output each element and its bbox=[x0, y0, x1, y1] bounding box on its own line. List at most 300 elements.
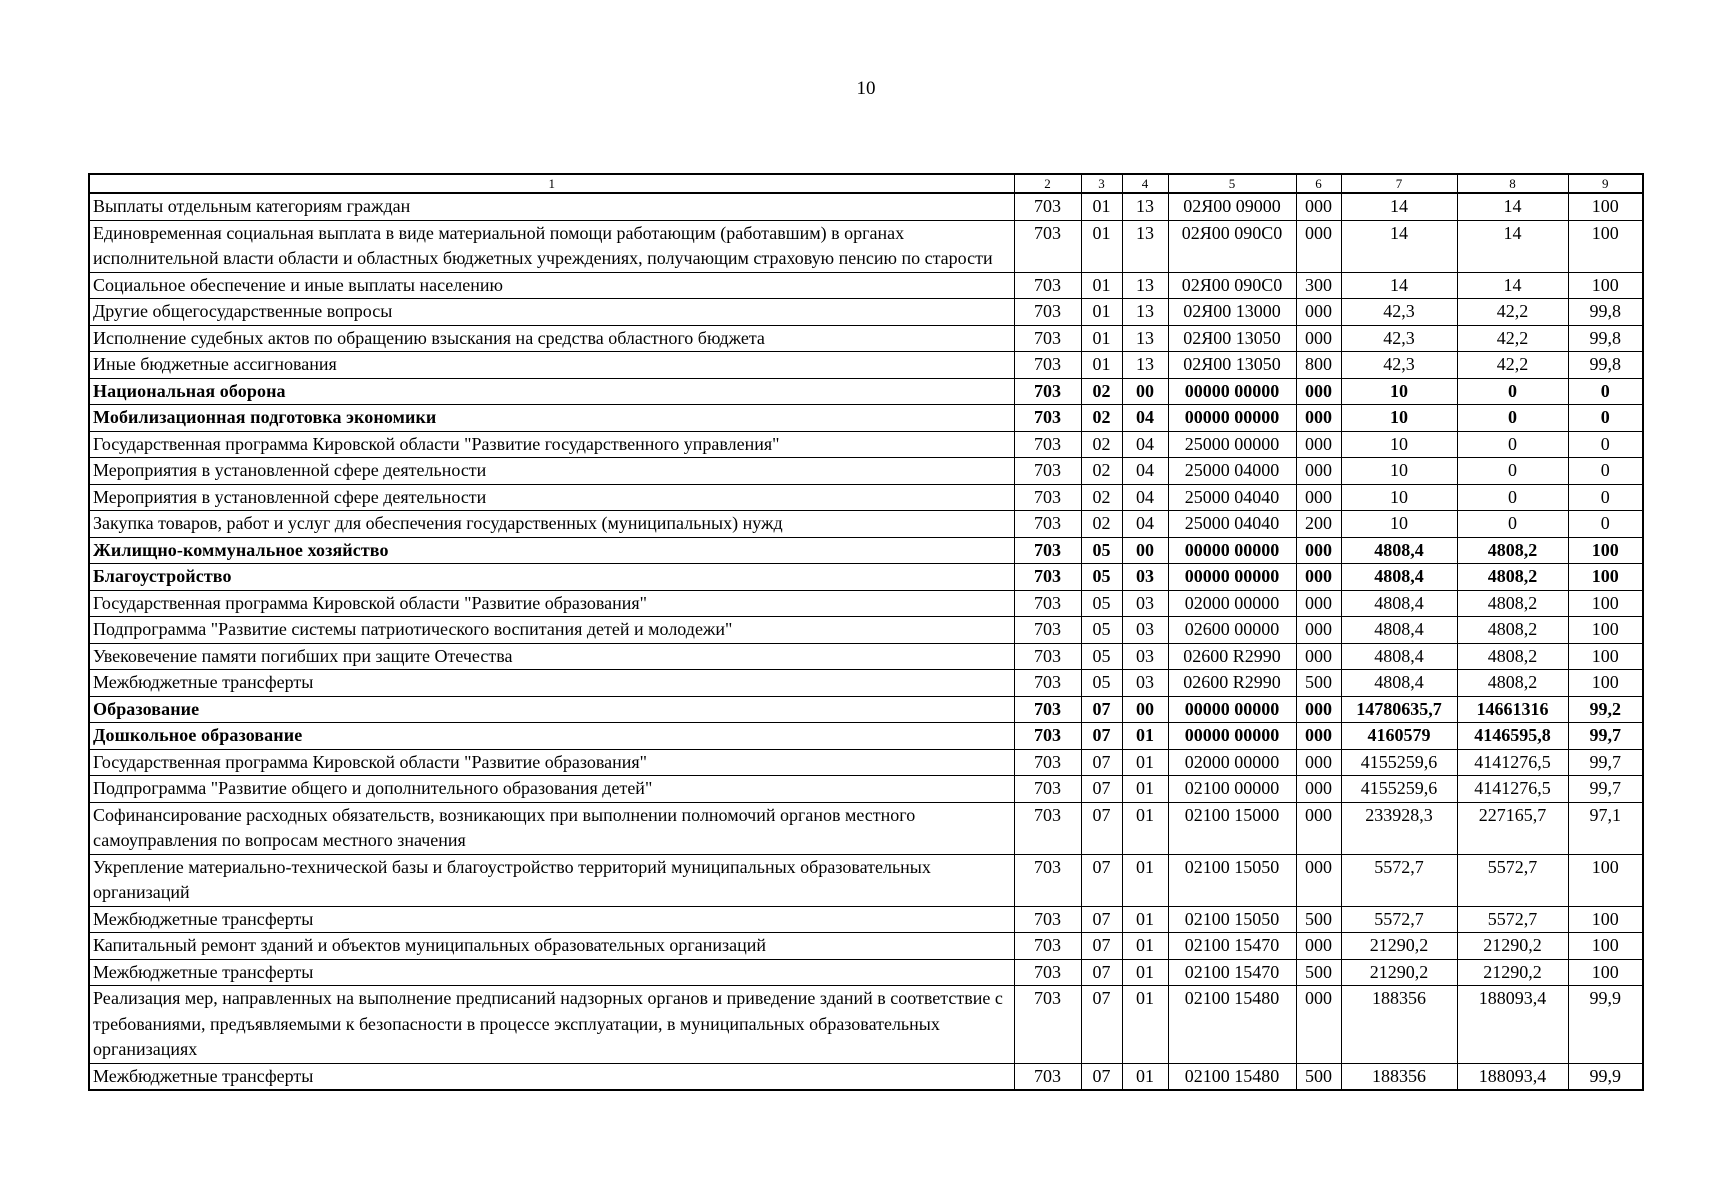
expense-type-code-cell: 000 bbox=[1296, 458, 1341, 485]
expense-name-cell: Выплаты отдельным категориям граждан bbox=[89, 193, 1014, 220]
subsection-code-cell: 03 bbox=[1122, 643, 1168, 670]
expense-type-code-cell: 500 bbox=[1296, 1063, 1341, 1090]
executed-amount-cell: 42,2 bbox=[1457, 299, 1568, 326]
ministry-code-cell: 703 bbox=[1014, 670, 1081, 697]
target-article-code-cell: 02000 00000 bbox=[1168, 590, 1296, 617]
planned-amount-cell: 4808,4 bbox=[1341, 537, 1457, 564]
column-header: 3 bbox=[1081, 174, 1122, 193]
expense-name-cell: Мероприятия в установленной сфере деятельности bbox=[89, 484, 1014, 511]
planned-amount-cell: 14 bbox=[1341, 193, 1457, 220]
planned-amount-cell: 21290,2 bbox=[1341, 959, 1457, 986]
table-header-row bbox=[89, 174, 1643, 193]
expense-name-cell: Межбюджетные трансферты bbox=[89, 906, 1014, 933]
expense-name-cell: Национальная оборона bbox=[89, 378, 1014, 405]
planned-amount-cell: 4160579 bbox=[1341, 723, 1457, 750]
budget-table bbox=[88, 173, 1644, 1091]
subsection-code-cell: 13 bbox=[1122, 272, 1168, 299]
planned-amount-cell: 42,3 bbox=[1341, 299, 1457, 326]
ministry-code-cell: 703 bbox=[1014, 986, 1081, 1064]
subsection-code-cell: 13 bbox=[1122, 325, 1168, 352]
subsection-code-cell: 04 bbox=[1122, 431, 1168, 458]
section-code-cell: 05 bbox=[1081, 617, 1122, 644]
executed-amount-cell: 5572,7 bbox=[1457, 906, 1568, 933]
expense-type-code-cell: 800 bbox=[1296, 352, 1341, 379]
ministry-code-cell: 703 bbox=[1014, 352, 1081, 379]
planned-amount-cell: 14 bbox=[1341, 220, 1457, 272]
target-article-code-cell: 25000 00000 bbox=[1168, 431, 1296, 458]
expense-type-code-cell: 300 bbox=[1296, 272, 1341, 299]
planned-amount-cell: 4155259,6 bbox=[1341, 776, 1457, 803]
expense-type-code-cell: 000 bbox=[1296, 986, 1341, 1064]
expense-name-cell: Подпрограмма "Развитие системы патриотического воспитания детей и молодежи" bbox=[89, 617, 1014, 644]
subsection-code-cell: 01 bbox=[1122, 749, 1168, 776]
section-code-cell: 01 bbox=[1081, 325, 1122, 352]
expense-type-code-cell: 000 bbox=[1296, 776, 1341, 803]
executed-amount-cell: 5572,7 bbox=[1457, 854, 1568, 906]
executed-amount-cell: 0 bbox=[1457, 458, 1568, 485]
execution-percent-cell: 100 bbox=[1568, 590, 1643, 617]
table-row bbox=[89, 854, 1643, 906]
executed-amount-cell: 4141276,5 bbox=[1457, 749, 1568, 776]
section-code-cell: 01 bbox=[1081, 299, 1122, 326]
planned-amount-cell: 5572,7 bbox=[1341, 906, 1457, 933]
ministry-code-cell: 703 bbox=[1014, 193, 1081, 220]
section-code-cell: 02 bbox=[1081, 458, 1122, 485]
expense-name-cell: Межбюджетные трансферты bbox=[89, 1063, 1014, 1090]
table-row bbox=[89, 749, 1643, 776]
target-article-code-cell: 02100 00000 bbox=[1168, 776, 1296, 803]
section-code-cell: 02 bbox=[1081, 405, 1122, 432]
expense-name-cell: Социальное обеспечение и иные выплаты населению bbox=[89, 272, 1014, 299]
target-article-code-cell: 02100 15480 bbox=[1168, 986, 1296, 1064]
execution-percent-cell: 100 bbox=[1568, 906, 1643, 933]
execution-percent-cell: 0 bbox=[1568, 378, 1643, 405]
executed-amount-cell: 21290,2 bbox=[1457, 959, 1568, 986]
section-code-cell: 05 bbox=[1081, 643, 1122, 670]
target-article-code-cell: 02100 15050 bbox=[1168, 906, 1296, 933]
section-code-cell: 07 bbox=[1081, 776, 1122, 803]
table-row bbox=[89, 906, 1643, 933]
table-row bbox=[89, 511, 1643, 538]
section-code-cell: 01 bbox=[1081, 272, 1122, 299]
expense-name-cell: Государственная программа Кировской области "Развитие образования" bbox=[89, 590, 1014, 617]
ministry-code-cell: 703 bbox=[1014, 299, 1081, 326]
section-code-cell: 05 bbox=[1081, 670, 1122, 697]
ministry-code-cell: 703 bbox=[1014, 906, 1081, 933]
ministry-code-cell: 703 bbox=[1014, 405, 1081, 432]
executed-amount-cell: 4808,2 bbox=[1457, 643, 1568, 670]
target-article-code-cell: 00000 00000 bbox=[1168, 537, 1296, 564]
column-header: 6 bbox=[1296, 174, 1341, 193]
executed-amount-cell: 4808,2 bbox=[1457, 617, 1568, 644]
ministry-code-cell: 703 bbox=[1014, 590, 1081, 617]
executed-amount-cell: 42,2 bbox=[1457, 325, 1568, 352]
target-article-code-cell: 02Я00 13050 bbox=[1168, 352, 1296, 379]
planned-amount-cell: 188356 bbox=[1341, 986, 1457, 1064]
ministry-code-cell: 703 bbox=[1014, 1063, 1081, 1090]
executed-amount-cell: 227165,7 bbox=[1457, 802, 1568, 854]
planned-amount-cell: 14780635,7 bbox=[1341, 696, 1457, 723]
expense-name-cell: Дошкольное образование bbox=[89, 723, 1014, 750]
expense-name-cell: Другие общегосударственные вопросы bbox=[89, 299, 1014, 326]
section-code-cell: 01 bbox=[1081, 193, 1122, 220]
executed-amount-cell: 0 bbox=[1457, 431, 1568, 458]
table-row bbox=[89, 484, 1643, 511]
ministry-code-cell: 703 bbox=[1014, 431, 1081, 458]
target-article-code-cell: 02Я00 13050 bbox=[1168, 325, 1296, 352]
ministry-code-cell: 703 bbox=[1014, 564, 1081, 591]
executed-amount-cell: 4146595,8 bbox=[1457, 723, 1568, 750]
subsection-code-cell: 01 bbox=[1122, 906, 1168, 933]
target-article-code-cell: 02100 15480 bbox=[1168, 1063, 1296, 1090]
ministry-code-cell: 703 bbox=[1014, 643, 1081, 670]
execution-percent-cell: 100 bbox=[1568, 272, 1643, 299]
expense-type-code-cell: 000 bbox=[1296, 431, 1341, 458]
column-header: 5 bbox=[1168, 174, 1296, 193]
table-row bbox=[89, 458, 1643, 485]
expense-type-code-cell: 000 bbox=[1296, 405, 1341, 432]
subsection-code-cell: 13 bbox=[1122, 299, 1168, 326]
section-code-cell: 05 bbox=[1081, 564, 1122, 591]
planned-amount-cell: 188356 bbox=[1341, 1063, 1457, 1090]
planned-amount-cell: 5572,7 bbox=[1341, 854, 1457, 906]
section-code-cell: 02 bbox=[1081, 378, 1122, 405]
table-row bbox=[89, 643, 1643, 670]
planned-amount-cell: 10 bbox=[1341, 378, 1457, 405]
planned-amount-cell: 4808,4 bbox=[1341, 564, 1457, 591]
subsection-code-cell: 03 bbox=[1122, 670, 1168, 697]
planned-amount-cell: 14 bbox=[1341, 272, 1457, 299]
planned-amount-cell: 10 bbox=[1341, 431, 1457, 458]
section-code-cell: 01 bbox=[1081, 352, 1122, 379]
section-code-cell: 05 bbox=[1081, 590, 1122, 617]
expense-name-cell: Государственная программа Кировской области "Развитие государственного управления" bbox=[89, 431, 1014, 458]
executed-amount-cell: 42,2 bbox=[1457, 352, 1568, 379]
expense-type-code-cell: 000 bbox=[1296, 933, 1341, 960]
table-row bbox=[89, 299, 1643, 326]
executed-amount-cell: 14 bbox=[1457, 193, 1568, 220]
expense-type-code-cell: 000 bbox=[1296, 537, 1341, 564]
ministry-code-cell: 703 bbox=[1014, 959, 1081, 986]
table-row bbox=[89, 378, 1643, 405]
ministry-code-cell: 703 bbox=[1014, 802, 1081, 854]
executed-amount-cell: 21290,2 bbox=[1457, 933, 1568, 960]
target-article-code-cell: 02600 R2990 bbox=[1168, 670, 1296, 697]
subsection-code-cell: 13 bbox=[1122, 220, 1168, 272]
planned-amount-cell: 4808,4 bbox=[1341, 643, 1457, 670]
execution-percent-cell: 99,7 bbox=[1568, 749, 1643, 776]
section-code-cell: 07 bbox=[1081, 933, 1122, 960]
expense-type-code-cell: 500 bbox=[1296, 959, 1341, 986]
target-article-code-cell: 02100 15000 bbox=[1168, 802, 1296, 854]
ministry-code-cell: 703 bbox=[1014, 749, 1081, 776]
expense-name-cell: Исполнение судебных актов по обращению взыскания на средства областного бюджета bbox=[89, 325, 1014, 352]
executed-amount-cell: 188093,4 bbox=[1457, 1063, 1568, 1090]
target-article-code-cell: 00000 00000 bbox=[1168, 723, 1296, 750]
execution-percent-cell: 100 bbox=[1568, 193, 1643, 220]
section-code-cell: 02 bbox=[1081, 511, 1122, 538]
subsection-code-cell: 01 bbox=[1122, 959, 1168, 986]
expense-name-cell: Благоустройство bbox=[89, 564, 1014, 591]
page-number: 10 bbox=[856, 78, 876, 99]
column-header: 1 bbox=[89, 174, 1014, 193]
subsection-code-cell: 01 bbox=[1122, 854, 1168, 906]
table-row bbox=[89, 431, 1643, 458]
target-article-code-cell: 02000 00000 bbox=[1168, 749, 1296, 776]
execution-percent-cell: 100 bbox=[1568, 670, 1643, 697]
execution-percent-cell: 99,9 bbox=[1568, 1063, 1643, 1090]
execution-percent-cell: 99,9 bbox=[1568, 986, 1643, 1064]
table-row bbox=[89, 193, 1643, 220]
execution-percent-cell: 100 bbox=[1568, 959, 1643, 986]
planned-amount-cell: 10 bbox=[1341, 484, 1457, 511]
ministry-code-cell: 703 bbox=[1014, 723, 1081, 750]
execution-percent-cell: 100 bbox=[1568, 220, 1643, 272]
subsection-code-cell: 03 bbox=[1122, 617, 1168, 644]
execution-percent-cell: 100 bbox=[1568, 854, 1643, 906]
execution-percent-cell: 0 bbox=[1568, 458, 1643, 485]
expense-type-code-cell: 000 bbox=[1296, 299, 1341, 326]
execution-percent-cell: 99,8 bbox=[1568, 325, 1643, 352]
subsection-code-cell: 03 bbox=[1122, 590, 1168, 617]
table-row bbox=[89, 564, 1643, 591]
planned-amount-cell: 10 bbox=[1341, 511, 1457, 538]
planned-amount-cell: 4808,4 bbox=[1341, 590, 1457, 617]
expense-type-code-cell: 000 bbox=[1296, 643, 1341, 670]
subsection-code-cell: 04 bbox=[1122, 458, 1168, 485]
expense-name-cell: Иные бюджетные ассигнования bbox=[89, 352, 1014, 379]
table-row bbox=[89, 1063, 1643, 1090]
execution-percent-cell: 100 bbox=[1568, 617, 1643, 644]
planned-amount-cell: 4808,4 bbox=[1341, 670, 1457, 697]
table-row bbox=[89, 723, 1643, 750]
target-article-code-cell: 02Я00 090С0 bbox=[1168, 220, 1296, 272]
expense-type-code-cell: 000 bbox=[1296, 193, 1341, 220]
target-article-code-cell: 00000 00000 bbox=[1168, 405, 1296, 432]
ministry-code-cell: 703 bbox=[1014, 272, 1081, 299]
execution-percent-cell: 100 bbox=[1568, 643, 1643, 670]
table-row bbox=[89, 933, 1643, 960]
target-article-code-cell: 02600 00000 bbox=[1168, 617, 1296, 644]
expense-type-code-cell: 000 bbox=[1296, 696, 1341, 723]
column-header: 2 bbox=[1014, 174, 1081, 193]
expense-name-cell: Межбюджетные трансферты bbox=[89, 959, 1014, 986]
subsection-code-cell: 13 bbox=[1122, 193, 1168, 220]
executed-amount-cell: 4141276,5 bbox=[1457, 776, 1568, 803]
expense-type-code-cell: 500 bbox=[1296, 670, 1341, 697]
execution-percent-cell: 99,8 bbox=[1568, 299, 1643, 326]
planned-amount-cell: 42,3 bbox=[1341, 352, 1457, 379]
section-code-cell: 07 bbox=[1081, 854, 1122, 906]
planned-amount-cell: 4808,4 bbox=[1341, 617, 1457, 644]
expense-name-cell: Мобилизационная подготовка экономики bbox=[89, 405, 1014, 432]
section-code-cell: 07 bbox=[1081, 723, 1122, 750]
expense-type-code-cell: 200 bbox=[1296, 511, 1341, 538]
ministry-code-cell: 703 bbox=[1014, 617, 1081, 644]
execution-percent-cell: 100 bbox=[1568, 537, 1643, 564]
section-code-cell: 05 bbox=[1081, 537, 1122, 564]
subsection-code-cell: 13 bbox=[1122, 352, 1168, 379]
target-article-code-cell: 00000 00000 bbox=[1168, 378, 1296, 405]
ministry-code-cell: 703 bbox=[1014, 933, 1081, 960]
executed-amount-cell: 4808,2 bbox=[1457, 590, 1568, 617]
subsection-code-cell: 01 bbox=[1122, 723, 1168, 750]
ministry-code-cell: 703 bbox=[1014, 325, 1081, 352]
execution-percent-cell: 0 bbox=[1568, 484, 1643, 511]
execution-percent-cell: 97,1 bbox=[1568, 802, 1643, 854]
target-article-code-cell: 02Я00 09000 bbox=[1168, 193, 1296, 220]
expense-name-cell: Софинансирование расходных обязательств, возникающих при выполнении полномочий органов местного самоуправления по вопросам местного значения bbox=[89, 802, 1014, 854]
subsection-code-cell: 01 bbox=[1122, 933, 1168, 960]
planned-amount-cell: 233928,3 bbox=[1341, 802, 1457, 854]
target-article-code-cell: 02100 15470 bbox=[1168, 959, 1296, 986]
ministry-code-cell: 703 bbox=[1014, 696, 1081, 723]
section-code-cell: 07 bbox=[1081, 986, 1122, 1064]
table-row bbox=[89, 776, 1643, 803]
planned-amount-cell: 21290,2 bbox=[1341, 933, 1457, 960]
table-row bbox=[89, 405, 1643, 432]
expense-name-cell: Мероприятия в установленной сфере деятельности bbox=[89, 458, 1014, 485]
ministry-code-cell: 703 bbox=[1014, 511, 1081, 538]
expense-type-code-cell: 000 bbox=[1296, 802, 1341, 854]
table-row bbox=[89, 617, 1643, 644]
executed-amount-cell: 14 bbox=[1457, 220, 1568, 272]
subsection-code-cell: 04 bbox=[1122, 484, 1168, 511]
execution-percent-cell: 99,7 bbox=[1568, 723, 1643, 750]
expense-type-code-cell: 000 bbox=[1296, 220, 1341, 272]
expense-type-code-cell: 000 bbox=[1296, 749, 1341, 776]
table-row bbox=[89, 590, 1643, 617]
planned-amount-cell: 10 bbox=[1341, 458, 1457, 485]
column-header: 9 bbox=[1568, 174, 1643, 193]
column-header: 8 bbox=[1457, 174, 1568, 193]
table-row bbox=[89, 986, 1643, 1064]
expense-type-code-cell: 000 bbox=[1296, 378, 1341, 405]
ministry-code-cell: 703 bbox=[1014, 854, 1081, 906]
target-article-code-cell: 02100 15050 bbox=[1168, 854, 1296, 906]
subsection-code-cell: 01 bbox=[1122, 986, 1168, 1064]
section-code-cell: 07 bbox=[1081, 802, 1122, 854]
ministry-code-cell: 703 bbox=[1014, 458, 1081, 485]
executed-amount-cell: 4808,2 bbox=[1457, 564, 1568, 591]
expense-type-code-cell: 000 bbox=[1296, 854, 1341, 906]
executed-amount-cell: 188093,4 bbox=[1457, 986, 1568, 1064]
subsection-code-cell: 00 bbox=[1122, 378, 1168, 405]
section-code-cell: 07 bbox=[1081, 749, 1122, 776]
table-row bbox=[89, 272, 1643, 299]
subsection-code-cell: 04 bbox=[1122, 405, 1168, 432]
execution-percent-cell: 0 bbox=[1568, 431, 1643, 458]
target-article-code-cell: 25000 04000 bbox=[1168, 458, 1296, 485]
expense-type-code-cell: 000 bbox=[1296, 484, 1341, 511]
executed-amount-cell: 4808,2 bbox=[1457, 670, 1568, 697]
ministry-code-cell: 703 bbox=[1014, 220, 1081, 272]
execution-percent-cell: 100 bbox=[1568, 933, 1643, 960]
ministry-code-cell: 703 bbox=[1014, 484, 1081, 511]
table-row bbox=[89, 220, 1643, 272]
executed-amount-cell: 0 bbox=[1457, 405, 1568, 432]
section-code-cell: 02 bbox=[1081, 431, 1122, 458]
expense-type-code-cell: 000 bbox=[1296, 617, 1341, 644]
subsection-code-cell: 00 bbox=[1122, 537, 1168, 564]
table-row bbox=[89, 670, 1643, 697]
execution-percent-cell: 0 bbox=[1568, 405, 1643, 432]
executed-amount-cell: 0 bbox=[1457, 484, 1568, 511]
expense-type-code-cell: 000 bbox=[1296, 564, 1341, 591]
execution-percent-cell: 99,8 bbox=[1568, 352, 1643, 379]
target-article-code-cell: 00000 00000 bbox=[1168, 696, 1296, 723]
target-article-code-cell: 00000 00000 bbox=[1168, 564, 1296, 591]
subsection-code-cell: 00 bbox=[1122, 696, 1168, 723]
table-row bbox=[89, 537, 1643, 564]
expense-name-cell: Межбюджетные трансферты bbox=[89, 670, 1014, 697]
executed-amount-cell: 4808,2 bbox=[1457, 537, 1568, 564]
table-row bbox=[89, 802, 1643, 854]
table-row bbox=[89, 352, 1643, 379]
execution-percent-cell: 100 bbox=[1568, 564, 1643, 591]
target-article-code-cell: 02Я00 090С0 bbox=[1168, 272, 1296, 299]
table-row bbox=[89, 325, 1643, 352]
column-header: 4 bbox=[1122, 174, 1168, 193]
expense-name-cell: Реализация мер, направленных на выполнение предписаний надзорных органов и приведение зданий в соответствие с требованиями, предъявляемыми к безопасности в процессе эксплуатации, в муниципальных образовательных организациях bbox=[89, 986, 1014, 1064]
table-body bbox=[89, 193, 1643, 1090]
expense-type-code-cell: 000 bbox=[1296, 723, 1341, 750]
target-article-code-cell: 02100 15470 bbox=[1168, 933, 1296, 960]
planned-amount-cell: 42,3 bbox=[1341, 325, 1457, 352]
execution-percent-cell: 0 bbox=[1568, 511, 1643, 538]
planned-amount-cell: 4155259,6 bbox=[1341, 749, 1457, 776]
expense-type-code-cell: 500 bbox=[1296, 906, 1341, 933]
executed-amount-cell: 14 bbox=[1457, 272, 1568, 299]
expense-name-cell: Увековечение памяти погибших при защите Отечества bbox=[89, 643, 1014, 670]
ministry-code-cell: 703 bbox=[1014, 537, 1081, 564]
subsection-code-cell: 01 bbox=[1122, 776, 1168, 803]
planned-amount-cell: 10 bbox=[1341, 405, 1457, 432]
section-code-cell: 07 bbox=[1081, 906, 1122, 933]
expense-name-cell: Капитальный ремонт зданий и объектов муниципальных образовательных организаций bbox=[89, 933, 1014, 960]
execution-percent-cell: 99,2 bbox=[1568, 696, 1643, 723]
executed-amount-cell: 0 bbox=[1457, 378, 1568, 405]
column-header: 7 bbox=[1341, 174, 1457, 193]
execution-percent-cell: 99,7 bbox=[1568, 776, 1643, 803]
expense-name-cell: Жилищно-коммунальное хозяйство bbox=[89, 537, 1014, 564]
subsection-code-cell: 01 bbox=[1122, 1063, 1168, 1090]
expense-name-cell: Подпрограмма "Развитие общего и дополнительного образования детей" bbox=[89, 776, 1014, 803]
expense-name-cell: Единовременная социальная выплата в виде материальной помощи работающим (работавшим) в органах исполнительной власти области и областных бюджетных учреждениях, получающим страховую пенсию по старости bbox=[89, 220, 1014, 272]
ministry-code-cell: 703 bbox=[1014, 776, 1081, 803]
subsection-code-cell: 03 bbox=[1122, 564, 1168, 591]
ministry-code-cell: 703 bbox=[1014, 378, 1081, 405]
target-article-code-cell: 02600 R2990 bbox=[1168, 643, 1296, 670]
expense-name-cell: Государственная программа Кировской области "Развитие образования" bbox=[89, 749, 1014, 776]
executed-amount-cell: 14661316 bbox=[1457, 696, 1568, 723]
subsection-code-cell: 04 bbox=[1122, 511, 1168, 538]
target-article-code-cell: 25000 04040 bbox=[1168, 511, 1296, 538]
expense-name-cell: Образование bbox=[89, 696, 1014, 723]
section-code-cell: 07 bbox=[1081, 1063, 1122, 1090]
section-code-cell: 01 bbox=[1081, 220, 1122, 272]
expense-name-cell: Закупка товаров, работ и услуг для обеспечения государственных (муниципальных) нужд bbox=[89, 511, 1014, 538]
table-row bbox=[89, 696, 1643, 723]
table-row bbox=[89, 959, 1643, 986]
target-article-code-cell: 02Я00 13000 bbox=[1168, 299, 1296, 326]
section-code-cell: 02 bbox=[1081, 484, 1122, 511]
section-code-cell: 07 bbox=[1081, 959, 1122, 986]
expense-type-code-cell: 000 bbox=[1296, 590, 1341, 617]
expense-type-code-cell: 000 bbox=[1296, 325, 1341, 352]
target-article-code-cell: 25000 04040 bbox=[1168, 484, 1296, 511]
subsection-code-cell: 01 bbox=[1122, 802, 1168, 854]
